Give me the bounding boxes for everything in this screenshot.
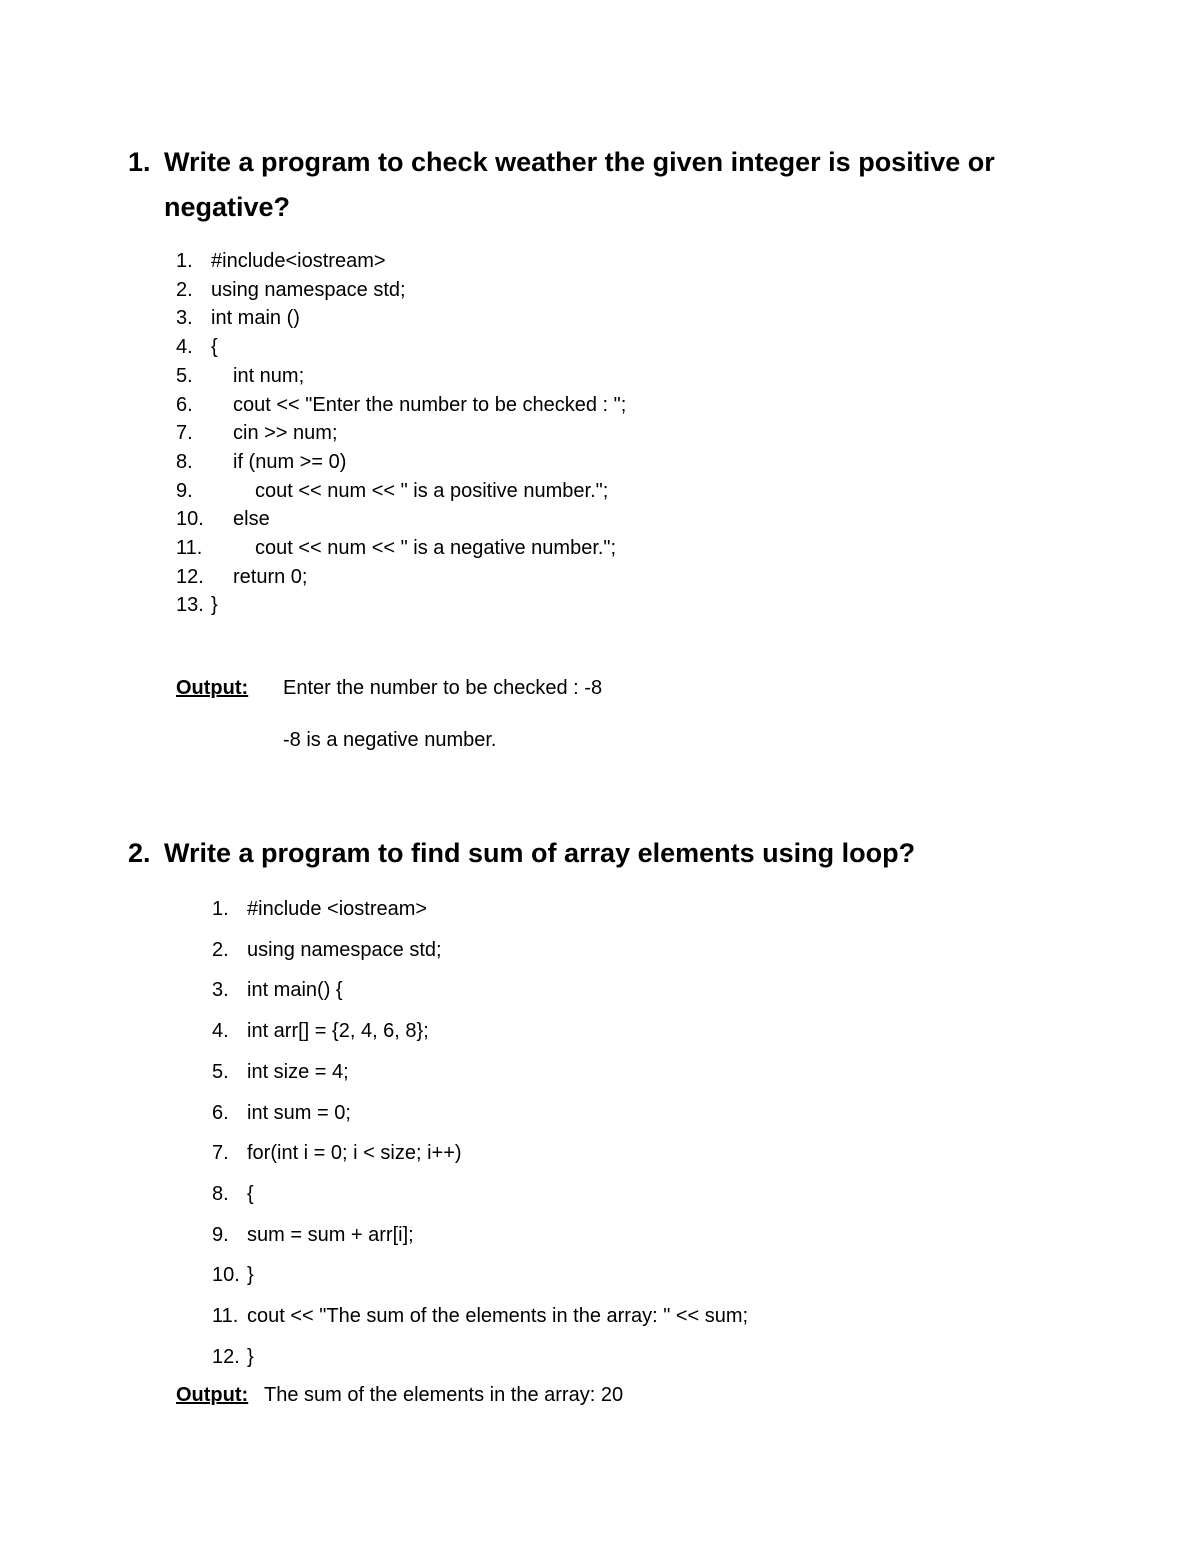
code-text: cout << "Enter the number to be checked : "; [233, 393, 627, 416]
line-number: 8. [176, 450, 193, 473]
code-text: int num; [233, 364, 305, 387]
code-text: } [211, 594, 218, 617]
line-number: 2. [176, 278, 193, 301]
code-text: cout << "The sum of the elements in the array: " << sum; [247, 1305, 749, 1327]
question-1-output-label: Output: [176, 677, 249, 699]
question-1-output-line-1: Enter the number to be checked : -8 [283, 677, 603, 699]
question-2-output-label: Output: [176, 1384, 249, 1406]
line-number: 7. [212, 1142, 229, 1165]
line-number: 11. [176, 537, 203, 559]
line-number: 3. [176, 307, 193, 330]
line-number: 1. [176, 250, 193, 272]
line-number: 4. [212, 1020, 229, 1043]
line-number: 8. [212, 1182, 229, 1205]
code-text: int main () [211, 307, 300, 330]
line-number: 12. [176, 565, 204, 588]
line-number: 10. [212, 1264, 240, 1287]
code-text: using namespace std; [211, 278, 406, 301]
code-text: using namespace std; [247, 938, 442, 961]
question-2-title: Write a program to find sum of array elements using loop? [164, 838, 916, 868]
question-1-number: 1. [128, 147, 151, 177]
line-number: 11. [212, 1305, 239, 1327]
code-text: sum = sum + arr[i]; [247, 1223, 414, 1246]
question-2-heading [128, 831, 1088, 876]
code-text: } [247, 1345, 254, 1368]
code-text: return 0; [233, 565, 308, 588]
line-number: 9. [212, 1223, 229, 1246]
code-text: { [211, 336, 218, 359]
line-number: 10. [176, 508, 204, 531]
question-1-output-line-2: -8 is a negative number. [283, 729, 497, 751]
line-number: 5. [176, 364, 193, 387]
code-text: { [247, 1182, 254, 1205]
line-number: 2. [212, 938, 229, 961]
line-number: 5. [212, 1060, 229, 1083]
line-number: 3. [212, 979, 229, 1002]
code-text: int size = 4; [247, 1060, 349, 1083]
code-text: cin >> num; [233, 422, 338, 445]
code-text: else [233, 508, 270, 531]
code-text: if (num >= 0) [233, 450, 347, 473]
code-text: #include<iostream> [211, 250, 386, 272]
code-text: cout << num << " is a negative number."; [255, 537, 617, 559]
question-2-output-text: The sum of the elements in the array: 20 [264, 1384, 624, 1406]
code-text: cout << num << " is a positive number."; [255, 479, 609, 502]
question-2-number: 2. [128, 838, 151, 868]
line-number: 4. [176, 336, 193, 359]
line-number: 6. [212, 1101, 229, 1124]
code-text: int main() { [247, 979, 343, 1002]
line-number: 7. [176, 422, 193, 445]
question-1-heading [128, 140, 1088, 230]
code-text: for(int i = 0; i < size; i++) [247, 1142, 462, 1165]
line-number: 9. [176, 479, 193, 502]
line-number: 1. [212, 898, 229, 920]
code-text: int sum = 0; [247, 1101, 351, 1124]
code-text: } [247, 1264, 254, 1287]
question-1-title: Write a program to check weather the given integer is positive or negative? [164, 147, 995, 222]
line-number: 13. [176, 594, 204, 617]
line-number: 6. [176, 393, 193, 416]
code-text: int arr[] = {2, 4, 6, 8}; [247, 1020, 429, 1043]
line-number: 12. [212, 1345, 240, 1368]
code-text: #include <iostream> [247, 898, 428, 920]
